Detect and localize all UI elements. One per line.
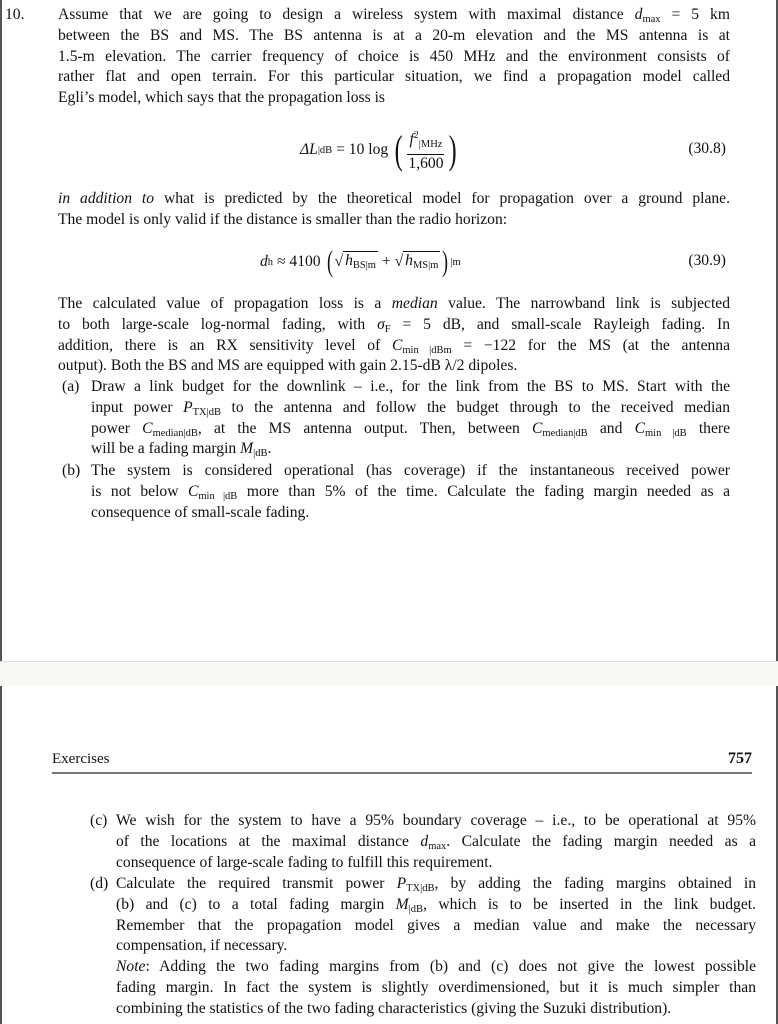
text-run: rather flat and open terrain. For this particular situation, we find a propagation model called bbox=[58, 68, 730, 86]
italic-text: C bbox=[634, 419, 646, 437]
math-subscript: TX|dB bbox=[192, 406, 221, 418]
italic-text: C bbox=[532, 419, 543, 437]
text-run: . Calculate the fading margin needed as a bbox=[446, 832, 756, 850]
text-line bbox=[58, 356, 730, 377]
text-run: what is predicted by the theoretical model for propagation over a ground plane. bbox=[154, 190, 730, 207]
item-d-label: (d) bbox=[90, 875, 109, 892]
text-line bbox=[91, 503, 730, 524]
text-line bbox=[58, 189, 730, 210]
italic-text: d bbox=[634, 6, 643, 23]
text-run: The system is considered operational (has coverage) if the instantaneous received power bbox=[91, 462, 730, 479]
math-subscript: median|dB bbox=[152, 427, 198, 439]
italic-text: P bbox=[396, 875, 407, 892]
text-line bbox=[58, 210, 730, 231]
text-run: consequence of small-scale fading. bbox=[91, 503, 310, 521]
math-subscript: median|dB bbox=[542, 427, 588, 439]
text-run: to both large-scale log-normal fading, with bbox=[58, 315, 378, 333]
math-subscript: min |dB bbox=[645, 427, 687, 439]
text-line bbox=[116, 978, 756, 999]
text-run: is not below bbox=[91, 482, 188, 500]
eq-num-sub: |MHz bbox=[418, 139, 443, 151]
eq-lhs-sub: h bbox=[267, 256, 274, 268]
eq-h-ms-sub: MS|m bbox=[412, 259, 439, 271]
math-subscript: |dB bbox=[253, 448, 268, 460]
text-run: combining the statistics of the two fading characteristics (giving the Suzuki distribution). bbox=[116, 999, 672, 1017]
text-run: We wish for the system to have a 95% boundary coverage – i.e., to be operational at 95% bbox=[116, 812, 756, 829]
text-run: and bbox=[587, 419, 635, 437]
item-b-label: (b) bbox=[62, 462, 81, 479]
math-subscript: min |dB bbox=[198, 490, 238, 502]
problem-intro bbox=[58, 5, 730, 109]
italic-text: M bbox=[240, 440, 254, 458]
problem-after bbox=[58, 294, 730, 377]
eq-den: 1,600 bbox=[408, 155, 444, 173]
italic-text: Note bbox=[116, 958, 146, 975]
text-line bbox=[91, 461, 730, 482]
italic-text: median bbox=[391, 295, 438, 312]
text-line bbox=[58, 47, 730, 68]
math-subscript: |dB bbox=[408, 903, 424, 915]
page-separator bbox=[0, 661, 778, 687]
text-line bbox=[116, 999, 756, 1020]
text-line bbox=[58, 336, 730, 357]
text-run: 1.5-m elevation. The carrier frequency of choice is 450 MHz and the environment consists of bbox=[58, 47, 730, 65]
text-run: value. The narrowband link is subjected bbox=[437, 295, 730, 312]
eq-lhs-sub: |dB bbox=[317, 144, 333, 156]
italic-text: C bbox=[187, 482, 199, 500]
text-run: : Adding the two fading margins from (b) and (c) does not give the lowest possible bbox=[145, 958, 756, 975]
eq-mid: ≈ 4100 bbox=[273, 253, 325, 270]
text-line bbox=[58, 315, 730, 336]
text-line bbox=[116, 874, 756, 895]
text-line bbox=[116, 957, 756, 978]
math-subscript: F bbox=[384, 323, 391, 335]
item-d bbox=[116, 874, 756, 957]
eq-h-ms: h bbox=[405, 251, 413, 269]
italic-text: C bbox=[142, 419, 153, 437]
text-run: = −122 for the MS (at the antenna bbox=[451, 336, 731, 354]
equation-30-9: d h ≈ 4100 ( √ hBS|m + √ hMS|m ) |m bbox=[260, 245, 461, 278]
math-subscript: TX|dB bbox=[406, 883, 435, 894]
item-a-label: (a) bbox=[62, 378, 80, 395]
text-line bbox=[58, 67, 730, 88]
text-run: Calculate the required transmit power bbox=[116, 875, 397, 892]
item-b bbox=[91, 461, 730, 523]
text-line bbox=[58, 5, 730, 26]
page-number: 757 bbox=[728, 750, 752, 767]
italic-text: M bbox=[395, 895, 409, 913]
text-line bbox=[58, 294, 730, 315]
text-line bbox=[91, 439, 730, 460]
eq-h-bs: h bbox=[345, 251, 353, 269]
eq-num-sup: 2 bbox=[413, 129, 419, 141]
text-run: The model is only valid if the distance is smaller than the radio horizon: bbox=[58, 210, 508, 228]
eq-mid: = 10 log bbox=[332, 141, 393, 158]
eq-num: f bbox=[409, 131, 414, 149]
text-run: more than 5% of the time. Calculate the fading margin needed as a bbox=[237, 482, 730, 500]
eq-unit-sub: |m bbox=[450, 256, 461, 268]
text-run: input power bbox=[91, 398, 184, 416]
text-run: addition, there is an RX sensitivity level of bbox=[58, 336, 392, 354]
text-line bbox=[116, 895, 756, 916]
text-run: there bbox=[686, 419, 731, 437]
math-subscript: min |dBm bbox=[402, 344, 452, 356]
text-run: will be a fading margin bbox=[91, 440, 241, 458]
text-line bbox=[91, 398, 730, 419]
equation-label: (30.8) bbox=[688, 140, 726, 157]
text-run: of the locations at the maximal distance bbox=[116, 832, 421, 850]
problem-number: 10. bbox=[5, 6, 25, 23]
text-run: output). Both the BS and MS are equipped with gain 2.15-dB λ/2 dipoles. bbox=[58, 357, 518, 375]
text-line bbox=[91, 482, 730, 503]
note bbox=[116, 957, 756, 1019]
eq-lhs: d bbox=[260, 253, 268, 270]
text-run: = 5 km bbox=[660, 6, 730, 23]
text-line bbox=[116, 916, 756, 937]
eq-fraction bbox=[407, 127, 444, 173]
text-run: (b) and (c) to a total fading margin bbox=[116, 895, 396, 913]
text-run: Draw a link budget for the downlink – i.e., for the link from the BS to MS. Start with the bbox=[91, 378, 730, 395]
math-subscript: max bbox=[428, 840, 447, 852]
italic-text: C bbox=[391, 336, 403, 354]
text-line bbox=[116, 936, 756, 957]
text-run: between the BS and MS. The BS antenna is at a 20-m elevation and the MS antenna is at bbox=[58, 26, 730, 44]
text-run: fading margin. In fact the system is slightly overdimensioned, but it is much simpler than bbox=[116, 978, 756, 996]
text-run: , by adding the fading margins obtained in bbox=[434, 875, 757, 892]
item-c-label: (c) bbox=[90, 812, 108, 829]
text-line bbox=[91, 419, 730, 440]
item-c bbox=[116, 811, 756, 873]
text-run: , which is to be inserted in the link budget. bbox=[423, 895, 756, 913]
italic-text: σ bbox=[377, 315, 385, 333]
equation-label: (30.9) bbox=[688, 252, 726, 269]
text-run: Egli’s model, which says that the propagation loss is bbox=[58, 89, 385, 107]
math-subscript: max bbox=[642, 14, 661, 25]
text-run: The calculated value of propagation loss is a bbox=[58, 295, 392, 312]
eq-plus: + bbox=[377, 253, 395, 270]
text-run: Assume that we are going to design a wireless system with maximal distance bbox=[58, 6, 635, 23]
italic-text: d bbox=[420, 832, 429, 850]
text-line bbox=[91, 377, 730, 398]
text-line bbox=[58, 88, 730, 109]
problem-mid bbox=[58, 189, 730, 231]
text-line bbox=[116, 832, 756, 853]
header-title: Exercises bbox=[52, 751, 110, 767]
running-header bbox=[52, 746, 752, 774]
item-a bbox=[91, 377, 730, 460]
equation-30-8: ΔL |dB = 10 log ( $\frac{f^2|MHz}{1,600}$ ) bbox=[300, 127, 458, 173]
text-run: consequence of large-scale fading to fulfill this requirement. bbox=[116, 853, 493, 871]
eq-lhs: ΔL bbox=[300, 141, 318, 158]
text-run: compensation, if necessary. bbox=[116, 937, 288, 955]
text-run: , at the MS antenna output. Then, between bbox=[197, 419, 533, 437]
text-line bbox=[58, 26, 730, 47]
text-line bbox=[116, 811, 756, 832]
italic-text: in addition to bbox=[58, 190, 155, 207]
text-run: to the antenna and follow the budget through to the received median bbox=[220, 398, 731, 416]
text-run: . bbox=[267, 440, 272, 458]
italic-text: P bbox=[183, 398, 193, 416]
text-line bbox=[116, 853, 756, 874]
text-run: Remember that the propagation model gives a median value and make the necessary bbox=[116, 916, 756, 934]
text-run: = 5 dB, and small-scale Rayleigh fading. In bbox=[390, 315, 730, 333]
text-run: power bbox=[91, 419, 143, 437]
document-page-bottom bbox=[0, 686, 778, 1024]
eq-h-bs-sub: BS|m bbox=[352, 259, 376, 271]
